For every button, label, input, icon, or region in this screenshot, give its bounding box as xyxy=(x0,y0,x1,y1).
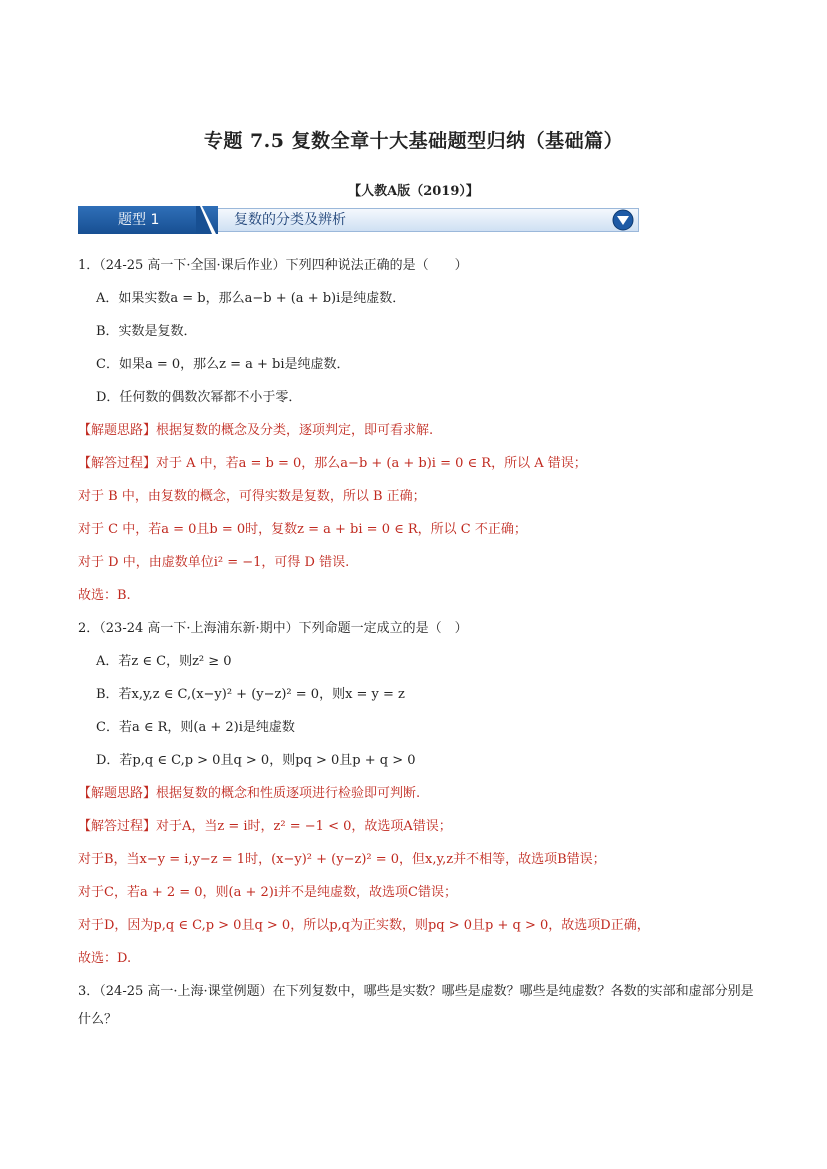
question-1-option-b: B．实数是复数． xyxy=(96,324,197,339)
question-1-option-a: A．如果实数a = b，那么a−b + (a + b)i是纯虚数． xyxy=(96,291,406,306)
question-2-solution-line: 【解答过程】对于A，当z = i时，z² = −1 < 0，故选项A错误； xyxy=(78,819,452,834)
topic-label: 复数的分类及辨析 xyxy=(234,212,346,228)
question-2-solution-line: 对于C，若a + 2 = 0，则(a + 2)i并不是纯虚数，故选项C错误； xyxy=(78,885,457,900)
question-2-solution-line: 对于D，因为p,q ∈ C,p > 0且q > 0，所以p,q为正实数，则pq > 0且p + q > 0，故选项D正确， xyxy=(78,918,650,933)
question-2-option-b: B．若x,y,z ∈ C,(x−y)² + (y−z)² = 0，则x = y = z xyxy=(96,687,405,702)
question-2-stem: 2．（23-24 高一下·上海浦东新·期中）下列命题一定成立的是（ ） xyxy=(78,621,468,636)
question-1-option-c: C．如果a = 0，那么z = a + bi是纯虚数． xyxy=(96,357,350,372)
question-1-solution-line: 【解答过程】对于 A 中，若a = b = 0，那么a−b + (a + b)i = 0 ∈ R，所以 A 错误； xyxy=(78,456,587,471)
question-1-solution-line: 对于 C 中，若a = 0且b = 0时，复数z = a + bi = 0 ∈ R，所以 C 不正确； xyxy=(78,522,527,537)
page-title: 专题 7.5 复数全章十大基础题型归纳（基础篇） xyxy=(203,130,624,152)
topic-banner xyxy=(78,206,639,234)
question-2-answer: 故选：D. xyxy=(78,951,132,966)
question-2-solution-line: 对于B，当x−y = i,y−z = 1时，(x−y)² + (y−z)² = 0，但x,y,z并不相等，故选项B错误； xyxy=(78,852,606,867)
question-3-stem: 3．（24-25 高一·上海·课堂例题）在下列复数中，哪些是实数？哪些是虚数？哪些是纯虚数？各数的实部和虚部分别是什么？ xyxy=(78,984,754,1027)
question-1-idea: 【解题思路】根据复数的概念及分类，逐项判定，即可看求解. xyxy=(78,423,434,438)
question-2-option-d: D．若p,q ∈ C,p > 0且q > 0，则pq > 0且p + q > 0 xyxy=(96,753,416,768)
question-1-answer: 故选：B. xyxy=(78,588,131,603)
edition-label: 【人教A版（2019）】 xyxy=(348,184,479,199)
question-2-option-c: C．若a ∈ R，则(a + 2)i是纯虚数 xyxy=(96,720,295,735)
question-2-option-a: A．若z ∈ C，则z² ≥ 0 xyxy=(96,654,232,669)
question-1-option-d: D．任何数的偶数次幂都不小于零． xyxy=(96,390,302,405)
question-2-idea: 【解题思路】根据复数的概念和性质逐项进行检验即可判断. xyxy=(78,786,421,801)
banner-slant xyxy=(196,206,216,234)
question-1-stem: 1．（24-25 高一下·全国·课后作业）下列四种说法正确的是（ ） xyxy=(78,258,468,273)
question-1-solution-line: 对于 B 中，由复数的概念，可得实数是复数，所以 B 正确； xyxy=(78,489,426,504)
topic-tag: 题型 1 xyxy=(78,206,218,234)
chevron-down-icon[interactable] xyxy=(612,209,634,231)
question-1-solution-line: 对于 D 中，由虚数单位i² = −1，可得 D 错误. xyxy=(78,555,350,570)
